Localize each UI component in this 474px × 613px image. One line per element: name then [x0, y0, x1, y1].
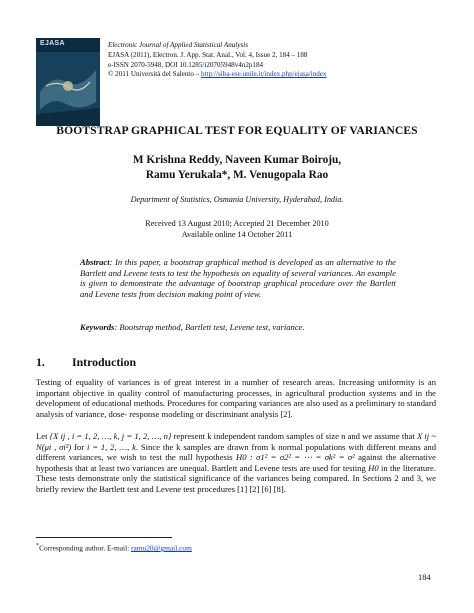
copyright-text: © 2011 Università del Salento –	[108, 70, 201, 79]
p2-text-b: for	[71, 441, 87, 452]
authors-line-1: M Krishna Reddy, Naveen Kumar Boiroju,	[132, 154, 342, 166]
authors-line-2: Ramu Yerukala*, M. Venugopala Rao	[145, 169, 329, 181]
journal-issn-doi: e-ISSN 2070-5948, DOI 10.1285/i20705948v4n2p184	[108, 60, 264, 69]
p2-text-let: Let	[36, 431, 50, 441]
available-online-date: Available online 14 October 2011	[181, 229, 293, 239]
page-number: 184	[418, 573, 431, 582]
footnote	[36, 543, 192, 552]
sample-set-formula: {X ij , i = 1, 2, …, k, j = 1, 2, …, n}	[49, 431, 172, 441]
cover-artwork	[36, 52, 100, 126]
p2-text-e: in the literature. These tests demonstrate only the statistical significance of the variances being compared. In Sections 2 and 3, we briefly review the Bartlett test and Levene test procedures [1] [2] [6] [8].	[36, 462, 437, 494]
p2-text-d: against the alternative hypothesis that at least two variances are unequal. Bartlett and Levene tests are used for testing	[36, 452, 436, 473]
affiliation: Department of Statistics, Osmania University, Hyderabad, India.	[130, 195, 344, 204]
journal-name: Electronic Journal of Applied Statistical Analysis	[108, 41, 248, 49]
footnote-divider	[36, 537, 172, 538]
keywords	[80, 322, 396, 332]
keywords-text: : Bootstrap method, Bartlett test, Levene test, variance.	[114, 322, 305, 332]
journal-copyright	[108, 70, 327, 80]
normal-distribution-formula: X ij ~ N(μi , σi²)	[36, 431, 436, 452]
keywords-label: Keywords	[80, 322, 115, 332]
journal-url-link[interactable]: http://siba-ese.unile.it/index.php/ejasa/index	[201, 70, 327, 79]
intro-paragraph-1: Testing of equality of variances is of great interest in a number of research areas. Increasing uniformity is an important objective in quality control of manufacturing processes, in agricultural production systems and in the development of educational methods. Procedures for comparing variances are also used as a preliminary to standard analysis of variance, dose- response modeling or discriminant analysis [2].	[36, 377, 436, 419]
intro-paragraph-2	[36, 431, 436, 495]
author-email-link[interactable]: ramu20@gmail.com	[131, 543, 192, 553]
p2-text-a: represent k independent random samples of size n and we assume that	[171, 431, 417, 441]
publication-dates	[0, 219, 474, 240]
footnote-text: Corresponding author. E-mail:	[39, 543, 132, 553]
null-hypothesis-formula: H0 : σ1² = σ2² = ⋯ = σk² = σ²	[236, 452, 355, 463]
p2-text-c: . Since the k samples are drawn from k normal populations with different means and different variances, we wish to test the null hypothesis	[36, 441, 436, 463]
abstract	[80, 257, 396, 299]
h0-symbol: H0	[368, 462, 379, 473]
journal-citation: EJASA (2011), Electron. J. App. Stat. Anal., Vol. 4, Issue 2, 184 – 188	[108, 50, 308, 59]
section-number: 1.	[36, 355, 45, 369]
index-range-formula: i = 1, 2, …, k	[86, 441, 136, 452]
journal-cover-image	[36, 38, 100, 126]
section-title: Introduction	[72, 355, 137, 369]
received-accepted-date: Received 13 August 2010; Accepted 21 December 2010	[145, 219, 329, 228]
cover-title: EJASA	[40, 40, 65, 47]
abstract-label: Abstract	[80, 257, 110, 267]
footnote-marker: *	[36, 543, 40, 549]
abstract-text: : In this paper, a bootstrap graphical method is developed as an alternative to the Bartlett and Levene tests to test the hypothesis on equality of several variances. An example is given to demonstrate the advantage of bootstrap graphical procedure over the Bartlett and Levene tests from decision making point of view.	[80, 257, 396, 299]
journal-info	[108, 41, 327, 80]
paper-title: BOOTSTRAP GRAPHICAL TEST FOR EQUALITY OF VARIANCES	[56, 124, 418, 137]
author-list	[0, 153, 474, 183]
